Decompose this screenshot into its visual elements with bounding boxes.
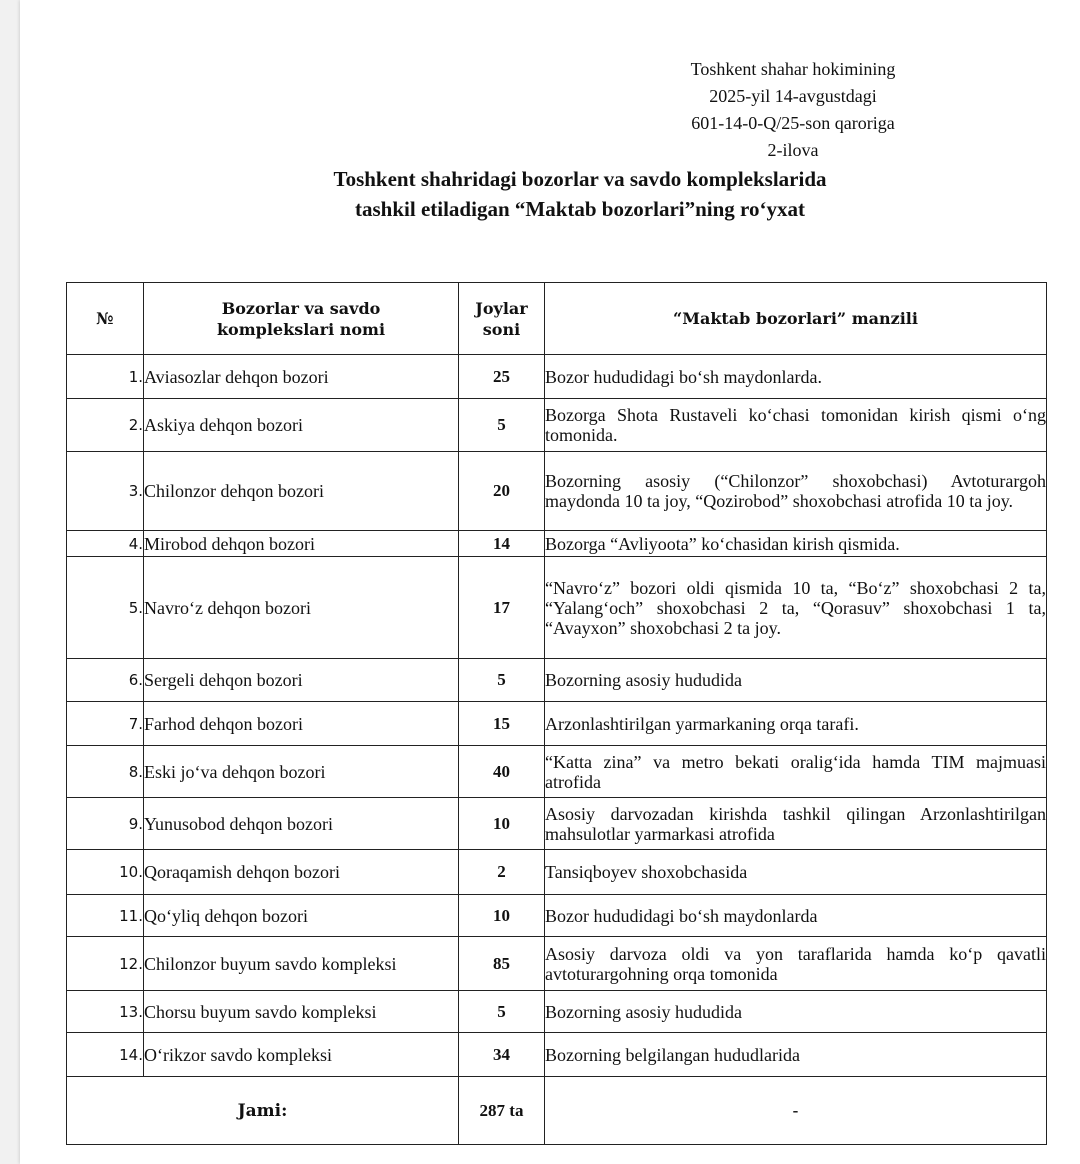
row-number: 4. <box>67 531 144 557</box>
market-name: Qoraqamish dehqon bozori <box>144 850 459 895</box>
market-name: Navro‘z dehqon bozori <box>144 557 459 659</box>
header-count-line: Joylar <box>475 298 528 318</box>
table-row <box>67 702 1047 746</box>
market-address: Bozorga “Avliyoota” ko‘chasidan kirish qismida. <box>545 531 1047 557</box>
places-count: 85 <box>459 937 545 991</box>
places-count: 10 <box>459 798 545 850</box>
market-address: Bozorning asosiy hududida <box>545 659 1047 702</box>
row-number: 11. <box>67 895 144 937</box>
places-count: 14 <box>459 531 545 557</box>
table-row <box>67 531 1047 557</box>
table-row <box>67 798 1047 850</box>
market-address: Bozorga Shota Rustaveli ko‘chasi tomonidan kirish qismi o‘ng tomonida. <box>545 399 1047 452</box>
places-count: 2 <box>459 850 545 895</box>
places-count: 15 <box>459 702 545 746</box>
places-count: 5 <box>459 399 545 452</box>
table-header-row <box>67 283 1047 355</box>
total-label: Jami: <box>67 1077 459 1145</box>
market-address: Arzonlashtirilgan yarmarkaning orqa tarafi. <box>545 702 1047 746</box>
market-address: “Katta zina” va metro bekati oralig‘ida hamda TIM majmuasi atrofida <box>545 746 1047 798</box>
places-count: 5 <box>459 991 545 1033</box>
market-address: Bozorning asosiy hududida <box>545 991 1047 1033</box>
header-name-line: Bozorlar va savdo <box>221 298 381 318</box>
total-count: 287 ta <box>459 1077 545 1145</box>
places-count: 40 <box>459 746 545 798</box>
header-address: “Maktab bozorlari” manzili <box>545 283 1047 355</box>
market-name: Chilonzor dehqon bozori <box>144 452 459 531</box>
document-page <box>20 0 1080 1164</box>
header-note-line: Toshkent shahar hokimining <box>690 59 896 79</box>
market-address: Asosiy darvoza oldi va yon taraflarida hamda ko‘p qavatli avtoturargohning orqa tomonida <box>545 937 1047 991</box>
places-count: 20 <box>459 452 545 531</box>
places-count: 5 <box>459 659 545 702</box>
total-address: - <box>545 1077 1047 1145</box>
table-row <box>67 746 1047 798</box>
header-count <box>459 283 545 355</box>
places-count: 17 <box>459 557 545 659</box>
row-number: 10. <box>67 850 144 895</box>
table-row <box>67 991 1047 1033</box>
market-name: O‘rikzor savdo kompleksi <box>144 1033 459 1077</box>
market-address: Tansiqboyev shoxobchasida <box>545 850 1047 895</box>
market-name: Sergeli dehqon bozori <box>144 659 459 702</box>
row-number: 14. <box>67 1033 144 1077</box>
table-row <box>67 355 1047 399</box>
market-name: Chorsu buyum savdo kompleksi <box>144 991 459 1033</box>
table-row <box>67 937 1047 991</box>
table-row <box>67 895 1047 937</box>
table-row <box>67 1033 1047 1077</box>
header-note-line: 2025-yil 14-avgustdagi <box>709 86 877 106</box>
market-name: Farhod dehqon bozori <box>144 702 459 746</box>
row-number: 6. <box>67 659 144 702</box>
market-address: Asosiy darvozadan kirishda tashkil qilingan Arzonlashtirilgan mahsulotlar yarmarkasi atrofida <box>545 798 1047 850</box>
total-row <box>67 1077 1047 1145</box>
table-row <box>67 659 1047 702</box>
row-number: 1. <box>67 355 144 399</box>
market-address: Bozorning belgilangan hududlarida <box>545 1033 1047 1077</box>
row-number: 8. <box>67 746 144 798</box>
row-number: 3. <box>67 452 144 531</box>
places-count: 34 <box>459 1033 545 1077</box>
market-address: “Navro‘z” bozori oldi qismida 10 ta, “Bo‘z” shoxobchasi 2 ta, “Yalang‘och” shoxobchasi 2 ta, “Qorasuv” shoxobchasi 1 ta, “Avayxon” shoxobchasi 2 ta joy. <box>545 557 1047 659</box>
header-name-line: komplekslari nomi <box>216 319 386 339</box>
market-name: Eski jo‘va dehqon bozori <box>144 746 459 798</box>
row-number: 12. <box>67 937 144 991</box>
places-count: 25 <box>459 355 545 399</box>
market-address: Bozorning asosiy (“Chilonzor” shoxobchasi) Avtoturargoh maydonda 10 ta joy, “Qozirobod” shoxobchasi atrofida 10 ta joy. <box>545 452 1047 531</box>
header-num: № <box>67 283 144 355</box>
row-number: 2. <box>67 399 144 452</box>
header-name <box>144 283 459 355</box>
table-row <box>67 452 1047 531</box>
row-number: 7. <box>67 702 144 746</box>
row-number: 13. <box>67 991 144 1033</box>
market-name: Aviasozlar dehqon bozori <box>144 355 459 399</box>
document-title <box>80 164 1080 224</box>
header-note-line: 601-14-0-Q/25-son qaroriga <box>691 113 895 133</box>
market-name: Yunusobod dehqon bozori <box>144 798 459 850</box>
table-row <box>67 557 1047 659</box>
row-number: 5. <box>67 557 144 659</box>
markets-table <box>66 282 1047 1145</box>
market-name: Mirobod dehqon bozori <box>144 531 459 557</box>
market-name: Chilonzor buyum savdo kompleksi <box>144 937 459 991</box>
title-line: tashkil etiladigan “Maktab bozorlari”ning ro‘yxat <box>355 197 805 221</box>
table-row <box>67 399 1047 452</box>
row-number: 9. <box>67 798 144 850</box>
market-address: Bozor hududidagi bo‘sh maydonlarda <box>545 895 1047 937</box>
header-note-line: 2-ilova <box>767 140 819 160</box>
title-line: Toshkent shahridagi bozorlar va savdo komplekslarida <box>333 167 827 191</box>
header-note <box>632 56 954 164</box>
header-count-line: soni <box>482 319 521 339</box>
market-name: Askiya dehqon bozori <box>144 399 459 452</box>
market-address: Bozor hududidagi bo‘sh maydonlarda. <box>545 355 1047 399</box>
market-name: Qo‘yliq dehqon bozori <box>144 895 459 937</box>
places-count: 10 <box>459 895 545 937</box>
table-row <box>67 850 1047 895</box>
